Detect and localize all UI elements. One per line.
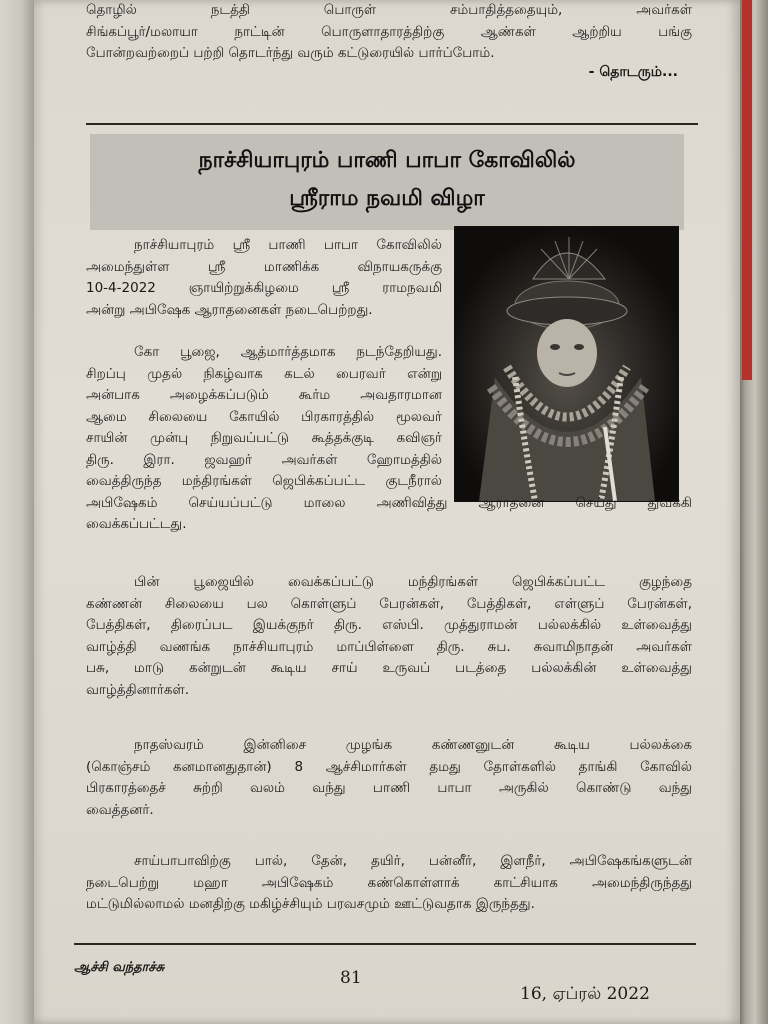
text-line: பேத்திகள், திரைப்பட இயக்குநர் திரு. எஸ்பி. முத்துராமன் பல்லக்கில் உள்வைத்து bbox=[86, 617, 692, 633]
text-line: நாதஸ்வரம் இன்னிசை முழங்க கண்ணனுடன் கூடிய பல்லக்கை bbox=[134, 737, 692, 753]
magazine-page bbox=[34, 0, 740, 1024]
text-line: (கொஞ்சம் கனமானதுதான்) 8 ஆச்சிமார்கள் தமது தோள்களில் தாங்கி கோவில் bbox=[86, 758, 692, 775]
text-line: தொழில் நடத்தி பொருள் சம்பாதித்ததையும், அவர்கள் bbox=[86, 2, 692, 18]
article-paragraph-1 bbox=[86, 235, 442, 321]
red-binding-strip bbox=[742, 0, 752, 380]
article-title-line-2: ஸ்ரீராம நவமி விழா bbox=[289, 186, 485, 211]
article-title-box bbox=[90, 134, 684, 230]
text-line: 10-4-2022 ஞாயிற்றுக்கிழமை ஸ்ரீ ராமநவமி bbox=[86, 280, 442, 296]
text-line: நடைபெற்று மஹா அபிஷேகம் கண்கொள்ளாக் காட்சியாக அமைந்திருந்தது bbox=[86, 874, 692, 891]
text-line: வாழ்த்தினார்கள். bbox=[86, 681, 189, 698]
article-paragraph-2 bbox=[86, 342, 692, 536]
magazine-logo: ஆச்சி வந்தாச்சு bbox=[74, 960, 165, 975]
text-line: நாச்சியாபுரம் ஸ்ரீ பாணி பாபா கோவிலில் bbox=[134, 237, 442, 253]
article-paragraph-4 bbox=[86, 735, 692, 821]
section-divider bbox=[86, 123, 698, 125]
text-line: சிறப்பு முதல் நிகழ்வாக கடல் பைரவர் என்று bbox=[86, 365, 442, 382]
text-line: அமைந்துள்ள ஸ்ரீ மாணிக்க விநாயகருக்கு bbox=[86, 258, 442, 275]
text-line: சாயின் முன்பு நிறுவப்பட்டு கூத்தக்குடி கவிஞர் bbox=[86, 430, 442, 446]
adjacent-page-edge bbox=[738, 0, 768, 1024]
text-line: சிங்கப்பூர்/மலாயா நாட்டின் பொருளாதாரத்திற்கு ஆண்கள் ஆற்றிய பங்கு bbox=[86, 23, 692, 40]
continued-marker: - தொடரும்... bbox=[588, 64, 678, 80]
text-line: சாய்பாபாவிற்கு பால், தேன், தயிர், பன்னீர், இளநீர், அபிஷேகங்களுடன் bbox=[134, 853, 692, 869]
text-line: திரு. இரா. ஜவஹர் அவர்கள் ஹோமத்தில் bbox=[86, 451, 442, 468]
article-paragraph-3 bbox=[86, 572, 692, 701]
text-line: வைக்கப்பட்டது. bbox=[86, 516, 187, 532]
text-line: கோ பூஜை, ஆத்மார்த்தமாக நடந்தேறியது. bbox=[134, 344, 442, 360]
text-line: பசு, மாடு கன்றுடன் கூடிய சாய் உருவப் படத்தை பல்லக்கின் உள்வைத்து bbox=[86, 660, 692, 676]
article-paragraph-5 bbox=[86, 851, 692, 916]
article-title-line-1: நாச்சியாபுரம் பாணி பாபா கோவிலில் bbox=[198, 148, 576, 173]
text-line: போன்றவற்றைப் பற்றி தொடர்ந்து வரும் கட்டுரையில் பார்ப்போம். bbox=[86, 45, 495, 61]
text-line: வைத்திருந்த மந்திரங்கள் ஜெபிக்கப்பட்ட குடநீரால் bbox=[86, 473, 442, 489]
text-line: ஆமை சிலையை கோயில் பிரகாரத்தில் மூலவர் bbox=[86, 408, 442, 425]
text-line: அன்பாக அழைக்கப்படும் கூர்ம அவதாரமான bbox=[86, 387, 442, 403]
text-line: அன்று அபிஷேக ஆராதனைகள் நடைபெற்றது. bbox=[86, 301, 373, 318]
text-line: வைத்தனர். bbox=[86, 801, 154, 818]
text-line: வாழ்த்தி வணங்க நாச்சியாபுரம் மாப்பிள்ளை திரு. சுப. சுவாமிநாதன் அவர்கள் bbox=[86, 638, 692, 655]
text-line: மட்டுமில்லாமல் மனதிற்கு மகிழ்ச்சியும் பரவசமும் ஊட்டுவதாக இருந்தது. bbox=[86, 896, 535, 912]
text-line: பின் பூஜையில் வைக்கப்பட்டு மந்திரங்கள் ஜெபிக்கப்பட்ட குழந்தை bbox=[134, 574, 692, 590]
text-line: அபிஷேகம் செய்யப்பட்டு மாலை அணிவித்து ஆராதனை செய்து துவக்கி bbox=[86, 494, 692, 511]
previous-article-text bbox=[86, 0, 692, 65]
text-line: பிரகாரத்தைச் சுற்றி வலம் வந்து பாணி பாபா அருகில் கொண்டு வந்து bbox=[86, 780, 692, 796]
page-number: 81 bbox=[340, 968, 362, 988]
issue-date: 16, ஏப்ரல் 2022 bbox=[520, 984, 650, 1004]
facing-page-edge bbox=[0, 0, 36, 1024]
footer-divider bbox=[74, 943, 696, 945]
text-line: கண்ணன் சிலையை பல கொள்ளுப் பேரன்கள், பேத்திகள், எள்ளுப் பேரன்கள், bbox=[86, 595, 692, 612]
